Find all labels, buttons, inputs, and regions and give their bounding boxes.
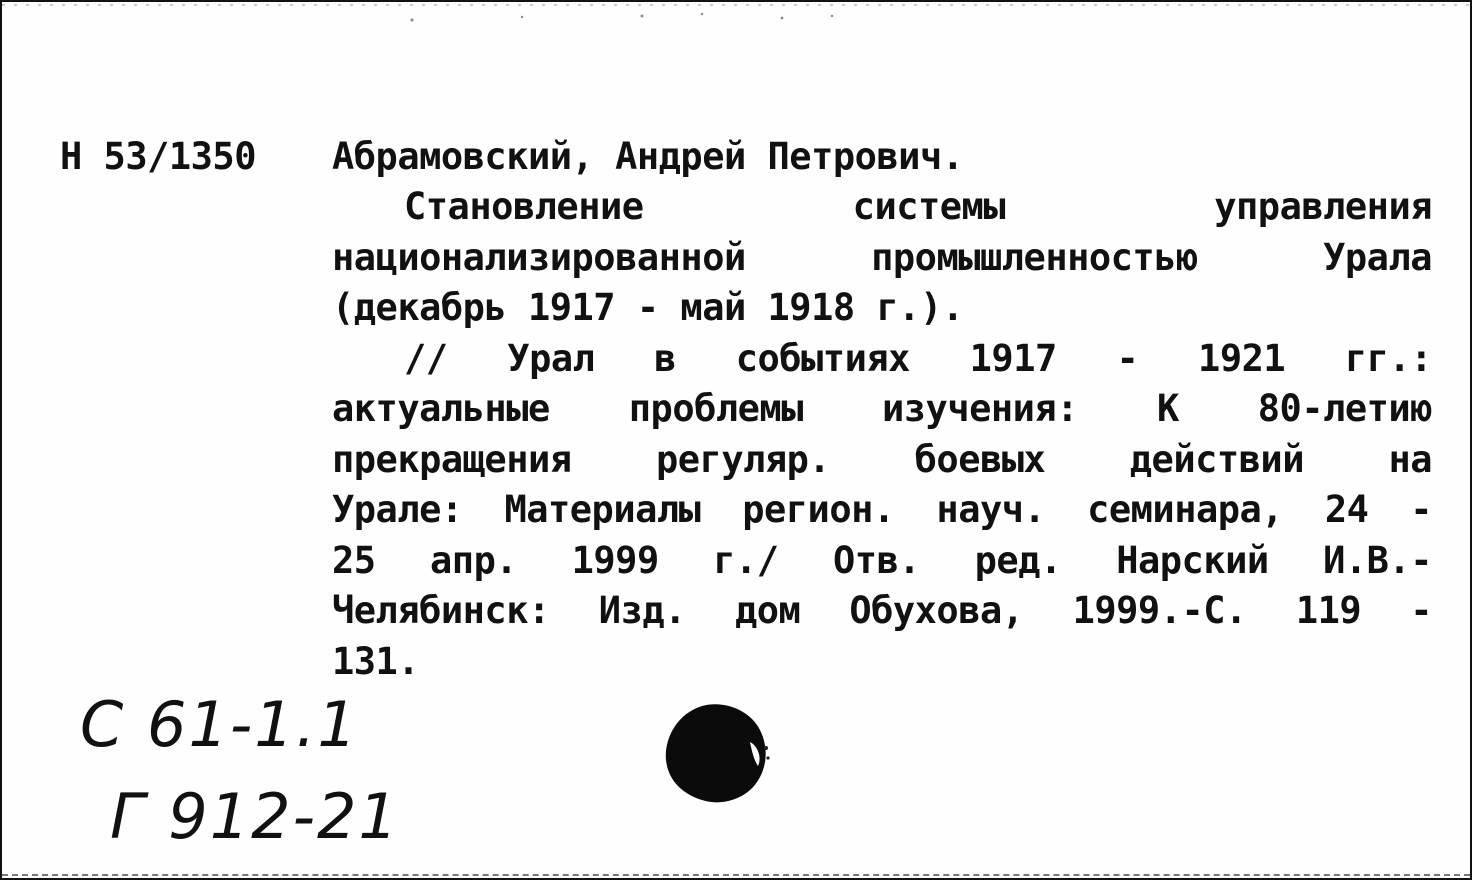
- handwritten-classification: С 61-1.1: [80, 688, 359, 761]
- source-line-3: прекращения регуляр. боевых действий на: [332, 437, 1432, 481]
- author-heading: Абрамовский, Андрей Петрович.: [332, 135, 964, 178]
- card-bottom-edge: [2, 874, 1470, 876]
- bibliographic-description: [332, 187, 1432, 692]
- ink-blot-stamp: [662, 702, 772, 807]
- scan-noise: [2, 2, 1470, 32]
- title-line-3: (декабрь 1917 - май 1918 г.).: [332, 286, 964, 329]
- source-line-4: Урале: Материалы регион. науч. семинара, 24 -: [332, 488, 1432, 531]
- source-line-5: 25 апр. 1999 г./ Отв. ред. Нарский И.В.-: [332, 538, 1432, 582]
- source-line-6: Челябинск: Изд. дом Обухова, 1999.-С. 119 -: [332, 589, 1432, 632]
- source-line-7: 131.: [332, 639, 420, 683]
- shelfmark: Н 53/1350: [60, 135, 256, 178]
- title-line-2: национализированной промышленностью Урала: [332, 235, 1432, 279]
- handwritten-call-number: Г 912-21: [110, 780, 400, 853]
- source-line-2: актуальные проблемы изучения: К 80-летию: [332, 387, 1432, 430]
- title-line-1: Становление системы управления: [404, 185, 1432, 228]
- source-line-1: // Урал в событиях 1917 - 1921 гг.:: [404, 336, 1432, 380]
